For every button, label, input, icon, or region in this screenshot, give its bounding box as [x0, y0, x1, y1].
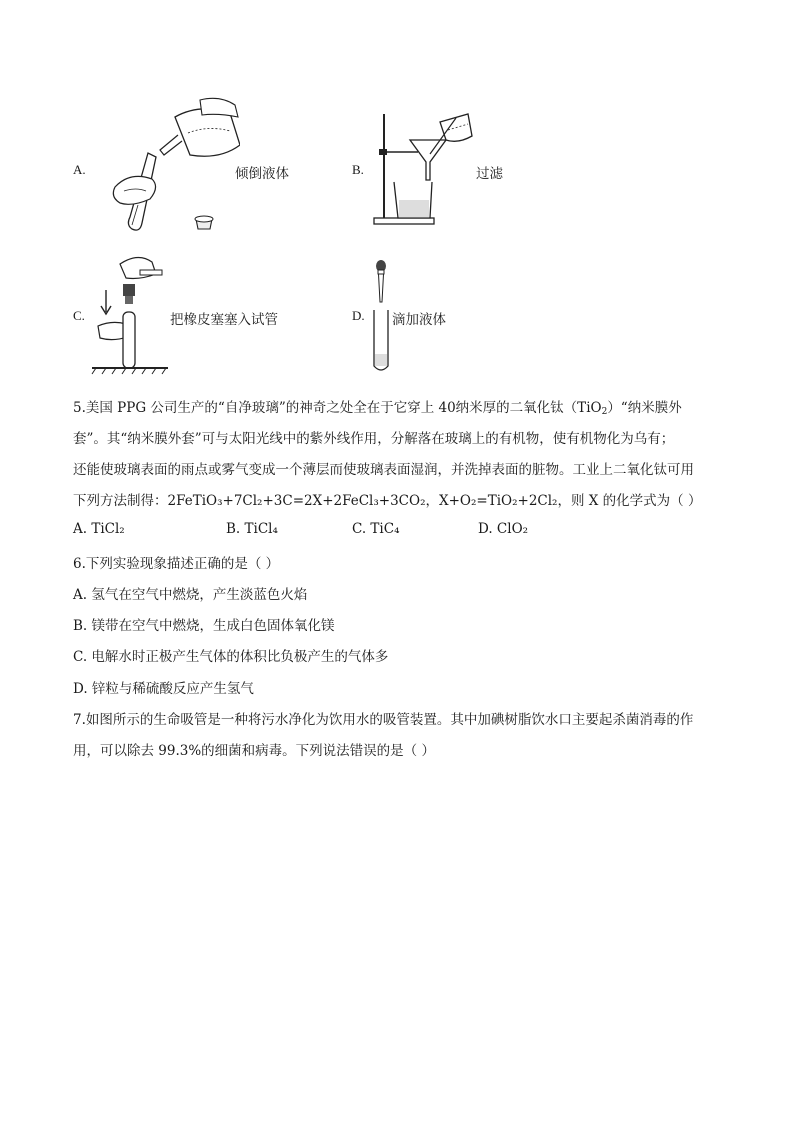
insert-rubber-stopper-illustration [90, 250, 170, 376]
q5-choice-b: B. TiCl₄ [226, 521, 278, 537]
q6-choice-a: A. 氢气在空气中燃烧，产生淡蓝色火焰 [73, 587, 308, 603]
filtration-illustration [368, 110, 478, 228]
option-c-caption: 把橡皮塞塞入试管 [170, 312, 278, 328]
q5-line-2: 套”。其“纳米膜外套”可与太阳光线中的紫外线作用，分解落在玻璃上的有机物，使有机物化为乌有； [73, 431, 675, 447]
q7-line-2: 用，可以除去 99.3%的细菌和病毒。下列说法错误的是（ ） [73, 743, 435, 759]
q5-line-3: 还能使玻璃表面的雨点或雾气变成一个薄层而使玻璃表面湿润，并洗掉表面的脏物。工业上二氧化钛可用 [73, 462, 694, 478]
q5-line-1-sub: 2 [601, 407, 608, 417]
q6-choice-d: D. 锌粒与稀硫酸反应产生氢气 [73, 681, 254, 697]
option-a-caption: 倾倒液体 [235, 166, 289, 182]
q6-stem: 6.下列实验现象描述正确的是（ ） [73, 556, 280, 572]
q5-line-4: 下列方法制得：2FeTiO₃+7Cl₂+3C=2X+2FeCl₃+3CO₂，X+O₂=TiO₂+2Cl₂，则 X 的化学式为（ ） [73, 493, 702, 509]
q5-line-1-end: ）“纳米膜外 [607, 400, 682, 416]
pouring-liquid-illustration [90, 95, 240, 240]
option-c-letter: C. [73, 308, 85, 323]
q7-line-1: 7.如图所示的生命吸管是一种将污水净化为饮用水的吸管装置。其中加碘树脂饮水口主要起杀菌消毒的作 [73, 712, 694, 728]
q6-choice-c: C. 电解水时正极产生气体的体积比负极产生的气体多 [73, 649, 389, 665]
option-b-letter: B. [352, 162, 364, 177]
option-a-letter: A. [73, 162, 86, 177]
option-d-caption: 滴加液体 [392, 312, 446, 328]
q5-choice-c: C. TiC₄ [352, 521, 400, 537]
q5-choice-d: D. ClO₂ [478, 521, 529, 537]
dropping-liquid-illustration [368, 258, 394, 374]
option-d-letter: D. [352, 308, 365, 323]
q5-choice-a: A. TiCl₂ [73, 521, 125, 537]
q5-line-1 [73, 396, 682, 417]
option-b-caption: 过滤 [476, 166, 503, 182]
q5-line-1-text: 5.美国 PPG 公司生产的“自净玻璃”的神奇之处全在于它穿上 40纳米厚的二氧化钛（TiO [73, 400, 602, 416]
q6-choice-b: B. 镁带在空气中燃烧，生成白色固体氧化镁 [73, 618, 335, 634]
